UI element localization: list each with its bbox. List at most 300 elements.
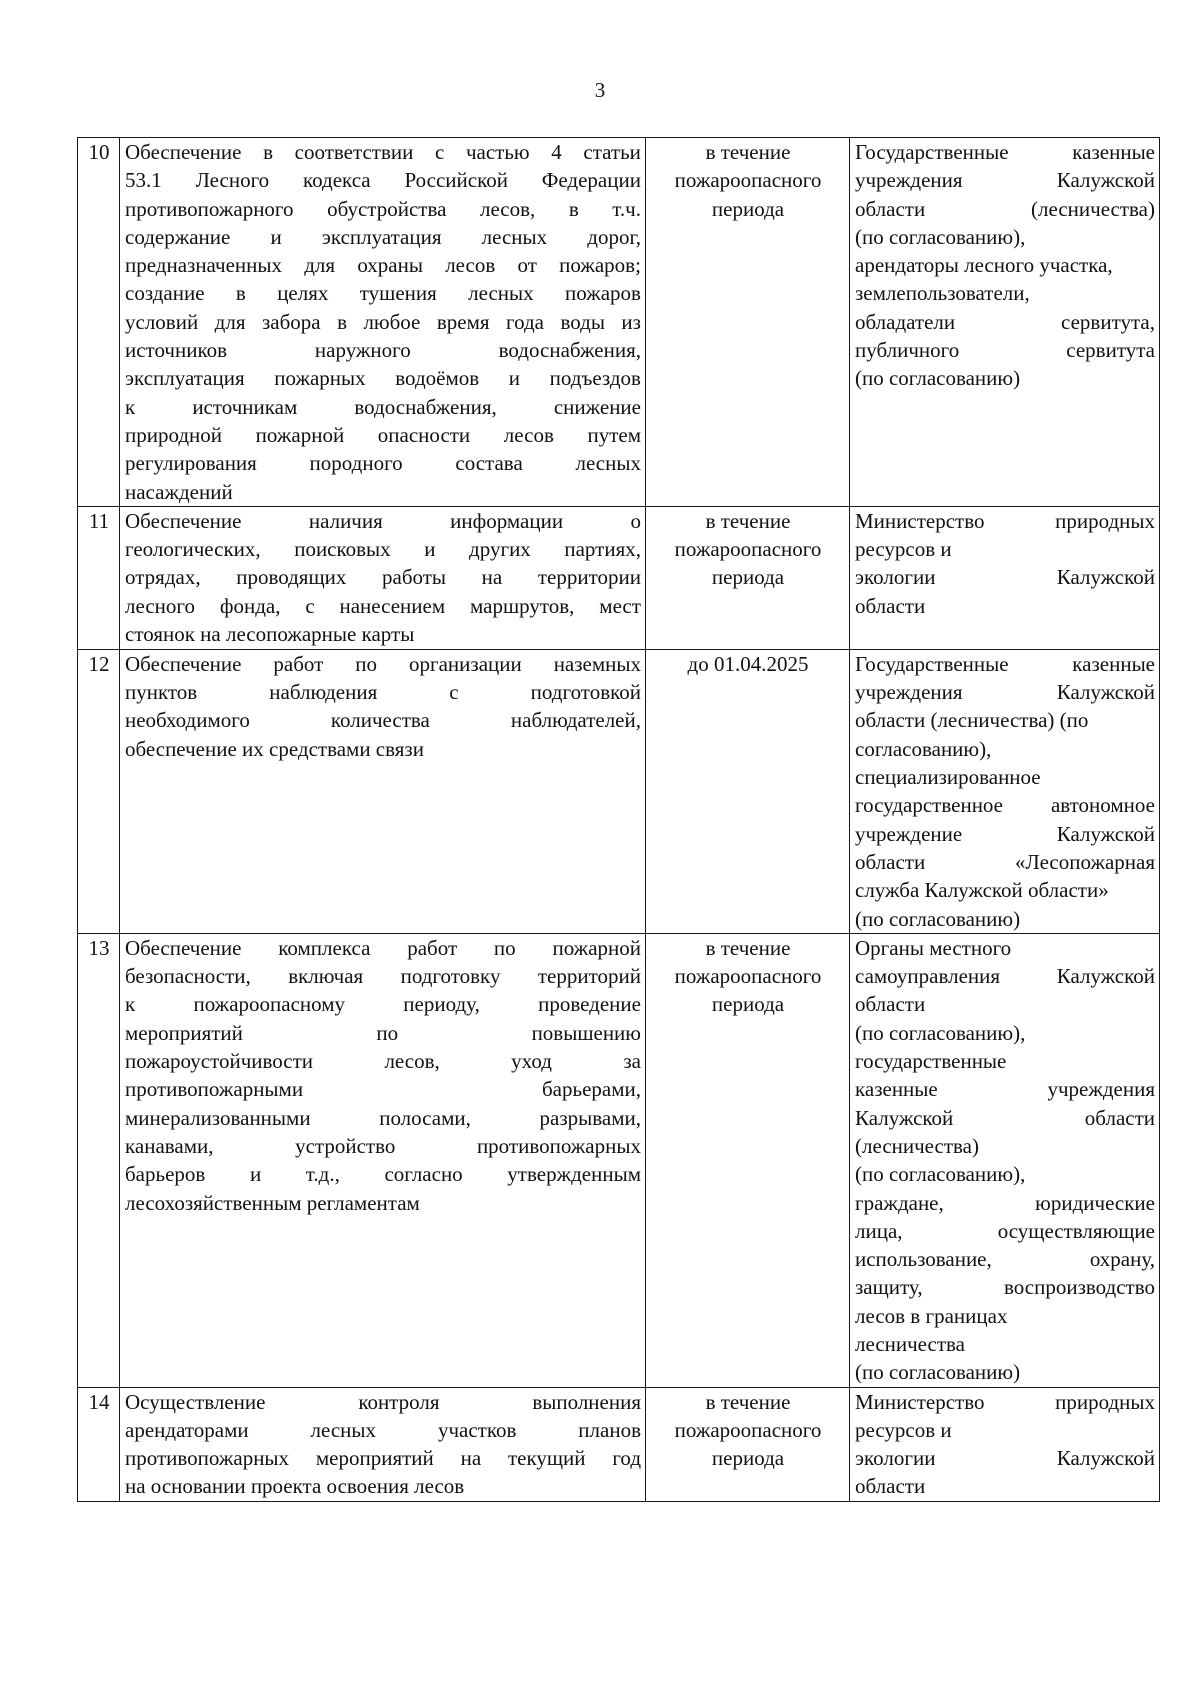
responsible-line: (по согласованию) — [855, 366, 1021, 391]
period-line: до 01.04.2025 — [687, 651, 809, 676]
responsible-word: защиту, — [855, 1275, 923, 1300]
period-line: пожароопасного — [674, 537, 822, 562]
action-line — [125, 1019, 641, 1047]
responsible-line: государственные — [855, 1049, 1007, 1074]
action-line — [125, 195, 641, 223]
action-word: водоснабжения, — [498, 338, 641, 363]
action-word: пожарной — [255, 422, 345, 447]
action-line — [125, 990, 641, 1018]
action-word: текущий — [507, 1446, 586, 1471]
action-word: Федерации — [541, 168, 641, 193]
action-word: водоснабжения, — [354, 394, 497, 419]
action-word: арендаторами — [125, 1417, 249, 1442]
responsible-word: экологии — [855, 1446, 936, 1471]
period-cell — [646, 506, 850, 649]
action-word: лесов — [503, 422, 554, 447]
responsible-word: учреждения — [855, 168, 963, 193]
action-line — [125, 449, 641, 477]
responsible-line — [855, 1189, 1155, 1217]
action-line — [125, 279, 641, 307]
action-word: планов — [578, 1417, 641, 1442]
action-line — [125, 336, 641, 364]
row-number: 11 — [78, 506, 120, 649]
responsible-word: учреждения — [855, 680, 963, 705]
action-word: с — [449, 680, 459, 705]
action-line — [125, 934, 641, 962]
action-line: стоянок на лесопожарные карты — [125, 622, 415, 647]
action-word: повышению — [531, 1020, 641, 1045]
row-number: 10 — [78, 138, 120, 507]
responsible-line: (по согласованию), — [855, 224, 1026, 249]
action-line — [125, 1075, 641, 1103]
responsible-line — [855, 507, 1155, 535]
responsible-line — [855, 1104, 1155, 1132]
action-word: пожароопасному — [193, 992, 346, 1017]
responsible-word: Министерство — [855, 508, 985, 533]
responsible-line — [855, 138, 1155, 166]
action-line — [125, 592, 641, 620]
period-line: пожароопасного — [674, 1417, 822, 1442]
period-line: периода — [711, 992, 785, 1017]
responsible-word: автономное — [1050, 793, 1155, 818]
action-word: работ — [407, 935, 458, 960]
action-word: из — [621, 309, 641, 334]
action-word: Обеспечение — [125, 508, 242, 533]
action-word: необходимого — [125, 708, 250, 733]
responsible-word: природных — [1055, 1389, 1155, 1414]
action-word: наземных — [553, 651, 641, 676]
action-word: лесных — [575, 451, 641, 476]
page-number: 3 — [594, 78, 606, 102]
action-word: по — [493, 935, 516, 960]
action-line: насаждений — [125, 479, 233, 504]
action-line — [125, 1132, 641, 1160]
action-word: противопожарных — [125, 1446, 290, 1471]
action-word: лесов, — [384, 1049, 440, 1074]
action-cell — [120, 933, 646, 1387]
responsible-line — [855, 848, 1155, 876]
responsible-line: ресурсов и — [855, 1417, 952, 1442]
responsible-line: области — [855, 593, 926, 618]
period-line: периода — [711, 565, 785, 590]
responsible-word: Калужской — [1056, 168, 1155, 193]
action-word: наличия — [308, 508, 383, 533]
responsible-line: арендаторы лесного участка, — [855, 253, 1113, 278]
responsible-line — [855, 308, 1155, 336]
action-line — [125, 507, 641, 535]
action-word: минерализованными — [125, 1105, 311, 1130]
action-word: природной — [125, 422, 223, 447]
responsible-line — [855, 791, 1155, 819]
responsible-cell — [850, 933, 1160, 1387]
responsible-line — [855, 336, 1155, 364]
action-word: путем — [587, 422, 641, 447]
action-line — [125, 535, 641, 563]
responsible-line: лесничества — [855, 1331, 965, 1356]
table-row — [78, 506, 1160, 649]
action-word: содержание — [125, 224, 231, 249]
action-word: фонда, — [219, 593, 281, 618]
action-word: по — [355, 651, 378, 676]
responsible-word: Калужской — [1056, 565, 1155, 590]
action-word: год — [612, 1446, 641, 1471]
period-line: в течение — [705, 1389, 791, 1414]
action-word: работы — [382, 565, 447, 590]
action-word: работ — [273, 651, 324, 676]
responsible-cell — [850, 506, 1160, 649]
action-word: утвержденным — [507, 1162, 641, 1187]
action-word: с — [305, 593, 315, 618]
responsible-word: публичного — [855, 338, 960, 363]
action-word: дорог, — [587, 224, 641, 249]
responsible-line — [855, 650, 1155, 678]
responsible-word: учреждение — [855, 821, 963, 846]
action-line — [125, 962, 641, 990]
action-word: лесов, — [479, 196, 536, 221]
action-word: статьи — [583, 140, 641, 164]
action-word: мероприятий — [315, 1446, 434, 1471]
responsible-word: сервитута, — [1061, 309, 1155, 334]
action-word: охраны — [357, 253, 423, 278]
action-word: кодекса — [303, 168, 371, 193]
action-line — [125, 1160, 641, 1188]
action-word: геологических, — [125, 537, 261, 562]
action-word: Осуществление — [125, 1389, 266, 1414]
responsible-word: воспроизводство — [1003, 1275, 1155, 1300]
action-word: организации — [408, 651, 522, 676]
action-word: нанесением — [339, 593, 446, 618]
action-word: в — [235, 281, 246, 306]
action-line — [125, 678, 641, 706]
responsible-word: сервитута — [1066, 338, 1155, 363]
responsible-line: (по согласованию), — [855, 1162, 1026, 1187]
action-line — [125, 650, 641, 678]
action-word: разрывами, — [539, 1105, 641, 1130]
row-number: 14 — [78, 1387, 120, 1501]
table-row — [78, 138, 1160, 507]
action-word: обустройства — [327, 196, 447, 221]
action-word: подготовкой — [530, 680, 641, 705]
responsible-word: Министерство — [855, 1389, 985, 1414]
responsible-word: области — [1084, 1105, 1155, 1130]
responsible-line: Органы местного — [855, 935, 1012, 960]
action-word: пожаров; — [559, 253, 641, 278]
action-word: соответствии — [294, 140, 414, 164]
responsible-cell — [850, 138, 1160, 507]
action-word: наблюдения — [269, 680, 378, 705]
responsible-line: (по согласованию) — [855, 906, 1021, 931]
action-word: на — [460, 1446, 482, 1471]
action-word: для — [214, 309, 246, 334]
action-word: воды — [560, 309, 605, 334]
table-row — [78, 933, 1160, 1387]
action-word: наружного — [314, 338, 411, 363]
period-line: периода — [711, 1446, 785, 1471]
responsible-word: Калужской — [1056, 1446, 1155, 1471]
responsible-line: лесов в границах — [855, 1303, 1008, 1328]
action-line — [125, 563, 641, 591]
action-word: пожароустойчивости — [125, 1049, 314, 1074]
action-word: лесных — [481, 224, 548, 249]
action-word: подготовку — [400, 964, 501, 989]
action-word: время — [436, 309, 490, 334]
action-line — [125, 1444, 641, 1472]
action-line — [125, 393, 641, 421]
action-word: т.ч. — [612, 196, 641, 221]
responsible-line: служба Калужской области» — [855, 878, 1109, 903]
row-number: 13 — [78, 933, 120, 1387]
action-line — [125, 138, 641, 166]
action-line: на основании проекта освоения лесов — [125, 1474, 465, 1499]
action-word: т.д., — [305, 1162, 340, 1187]
action-cell — [120, 138, 646, 507]
responsible-word: казенные — [1072, 140, 1155, 164]
action-word: комплекса — [278, 935, 371, 960]
responsible-line: землепользователи, — [855, 281, 1030, 306]
action-word: участков — [437, 1417, 517, 1442]
action-word: снижение — [553, 394, 641, 419]
action-word: полосами, — [379, 1105, 471, 1130]
action-word: Обеспечение — [125, 935, 242, 960]
responsible-word: использование, — [855, 1247, 992, 1272]
action-word: периоду, — [403, 992, 480, 1017]
responsible-word: «Лесопожарная — [1014, 849, 1155, 874]
responsible-word: экологии — [855, 565, 936, 590]
action-cell — [120, 1387, 646, 1501]
period-line: в течение — [705, 140, 791, 164]
action-word: территорий — [537, 964, 641, 989]
action-word: канавами, — [125, 1133, 214, 1158]
responsible-line — [855, 195, 1155, 223]
responsible-word: государственное — [855, 793, 1004, 818]
action-word: лесных — [468, 281, 534, 306]
action-word: проведение — [538, 992, 641, 1017]
action-line — [125, 308, 641, 336]
action-word: 53.1 — [125, 168, 162, 193]
action-word: условий — [125, 309, 199, 334]
action-word: состава — [455, 451, 523, 476]
responsible-word: Калужской — [1056, 680, 1155, 705]
responsible-line — [855, 1075, 1155, 1103]
action-word: и — [424, 537, 436, 562]
responsible-word: учреждения — [1047, 1077, 1155, 1102]
action-word: включая — [288, 964, 364, 989]
action-word: и — [249, 1162, 262, 1187]
action-word: источников — [125, 338, 228, 363]
action-word: источникам — [192, 394, 298, 419]
action-word: количества — [330, 708, 430, 733]
responsible-word: области — [855, 196, 926, 221]
action-word: устройство — [295, 1133, 396, 1158]
action-line — [125, 166, 641, 194]
responsible-word: осуществляющие — [997, 1218, 1155, 1243]
period-line: пожароопасного — [674, 964, 822, 989]
action-word: целях — [277, 281, 329, 306]
action-word: года — [506, 309, 545, 334]
action-line — [125, 1104, 641, 1132]
responsible-cell — [850, 1387, 1160, 1501]
responsible-line: согласованию), — [855, 736, 992, 761]
responsible-word: лица, — [855, 1218, 903, 1243]
action-word: на — [481, 565, 503, 590]
action-word: Обеспечение — [125, 651, 242, 676]
action-cell — [120, 649, 646, 933]
responsible-word: охрану, — [1089, 1247, 1155, 1272]
period-line: пожароопасного — [674, 168, 822, 193]
responsible-line: (по согласованию) — [855, 1360, 1021, 1385]
action-word: противопожарных — [476, 1133, 641, 1158]
action-word: опасности — [377, 422, 471, 447]
period-cell — [646, 649, 850, 933]
action-word: отрядах, — [125, 565, 201, 590]
responsible-word: юридические — [1035, 1190, 1155, 1215]
action-word: для — [304, 253, 336, 278]
period-cell — [646, 933, 850, 1387]
responsible-word: области — [855, 849, 926, 874]
action-word: согласно — [384, 1162, 463, 1187]
action-word: в — [337, 309, 347, 334]
action-word: территории — [537, 565, 641, 590]
action-word: частью — [465, 140, 530, 164]
responsible-word: Государственные — [855, 651, 1009, 676]
measures-table — [77, 137, 1160, 1502]
responsible-line — [855, 1273, 1155, 1301]
responsible-word: обладатели — [855, 309, 956, 334]
action-word: в — [263, 140, 274, 164]
responsible-word: (лесничества) — [1031, 196, 1155, 221]
responsible-word: природных — [1055, 508, 1155, 533]
action-word: мероприятий — [125, 1020, 243, 1045]
action-word: наблюдателей, — [510, 708, 641, 733]
action-word: тушения — [359, 281, 437, 306]
action-word: от — [517, 253, 537, 278]
responsible-line — [855, 820, 1155, 848]
responsible-line — [855, 1444, 1155, 1472]
action-word: маршрутов, — [470, 593, 575, 618]
responsible-line: ресурсов и — [855, 537, 952, 562]
action-word: предназначенных — [125, 253, 283, 278]
action-word: проводящих — [236, 565, 347, 590]
responsible-word: Калужской — [855, 1105, 954, 1130]
measures-table-body — [78, 138, 1160, 1502]
action-word: к — [125, 992, 136, 1017]
responsible-word: Государственные — [855, 140, 1009, 164]
action-word: подъездов — [549, 366, 641, 391]
responsible-word: граждане, — [855, 1190, 944, 1215]
responsible-line — [855, 563, 1155, 591]
action-word: регулирования — [125, 451, 257, 476]
responsible-line — [855, 166, 1155, 194]
action-word: лесных — [310, 1417, 377, 1442]
period-cell — [646, 1387, 850, 1501]
action-word: и — [508, 366, 521, 391]
action-word: любое — [363, 309, 421, 334]
responsible-line — [855, 1245, 1155, 1273]
action-line — [125, 1416, 641, 1444]
action-word: пожарных — [274, 366, 366, 391]
action-line — [125, 223, 641, 251]
action-cell — [120, 506, 646, 649]
responsible-word: казенные — [1072, 651, 1155, 676]
action-word: с — [434, 140, 445, 164]
responsible-word: казенные — [855, 1077, 938, 1102]
action-word: мест — [599, 593, 641, 618]
action-word: к — [125, 394, 136, 419]
action-line — [125, 251, 641, 279]
table-row — [78, 649, 1160, 933]
action-word: поисковых — [294, 537, 391, 562]
action-word: лесов — [445, 253, 496, 278]
action-word: о — [630, 508, 641, 533]
action-line — [125, 1388, 641, 1416]
action-word: забора — [261, 309, 321, 334]
responsible-word: Калужской — [1056, 821, 1155, 846]
action-line — [125, 706, 641, 734]
action-word: информации — [450, 508, 564, 533]
action-word: лесного — [125, 593, 195, 618]
action-word: Лесного — [195, 168, 270, 193]
action-word: в — [568, 196, 579, 221]
action-word: противопожарными — [125, 1077, 304, 1102]
period-line: периода — [711, 196, 785, 221]
action-word: эксплуатация — [125, 366, 245, 391]
action-word: безопасности, — [125, 964, 251, 989]
action-word: Обеспечение — [125, 140, 242, 164]
action-word: противопожарного — [125, 196, 294, 221]
responsible-line — [855, 1217, 1155, 1245]
action-word: партиях, — [564, 537, 641, 562]
action-word: выполнения — [532, 1389, 641, 1414]
action-word: барьеров — [125, 1162, 206, 1187]
period-line: в течение — [705, 935, 791, 960]
action-word: 4 — [551, 140, 562, 164]
action-word: и — [270, 224, 282, 249]
action-word: за — [623, 1049, 641, 1074]
action-word: водоёмов — [395, 366, 480, 391]
action-word: пунктов — [125, 680, 198, 705]
period-cell — [646, 138, 850, 507]
row-number: 12 — [78, 649, 120, 933]
responsible-word: Калужской — [1056, 964, 1155, 989]
responsible-line — [855, 962, 1155, 990]
action-word: создание — [125, 281, 205, 306]
responsible-line — [855, 678, 1155, 706]
period-line: в течение — [705, 508, 791, 533]
table-row — [78, 1387, 1160, 1501]
action-line: лесохозяйственным регламентам — [125, 1190, 420, 1215]
responsible-line: области — [855, 1474, 926, 1499]
responsible-line — [855, 1388, 1155, 1416]
action-word: пожаров — [565, 281, 641, 306]
action-word: других — [469, 537, 531, 562]
action-word: уход — [511, 1049, 552, 1074]
responsible-word: самоуправления — [855, 964, 1001, 989]
responsible-line: области — [855, 992, 926, 1017]
responsible-cell — [850, 649, 1160, 933]
responsible-line: (лесничества) — [855, 1133, 979, 1158]
action-word: барьерами, — [541, 1077, 641, 1102]
action-word: эксплуатация — [321, 224, 442, 249]
action-word: контроля — [358, 1389, 440, 1414]
action-line: обеспечение их средствами связи — [125, 736, 424, 761]
action-line — [125, 1047, 641, 1075]
responsible-line: области (лесничества) (по — [855, 708, 1089, 733]
responsible-line: специализированное — [855, 765, 1041, 790]
action-word: пожарной — [552, 935, 641, 960]
action-word: Российской — [404, 168, 508, 193]
action-line — [125, 421, 641, 449]
action-line — [125, 364, 641, 392]
